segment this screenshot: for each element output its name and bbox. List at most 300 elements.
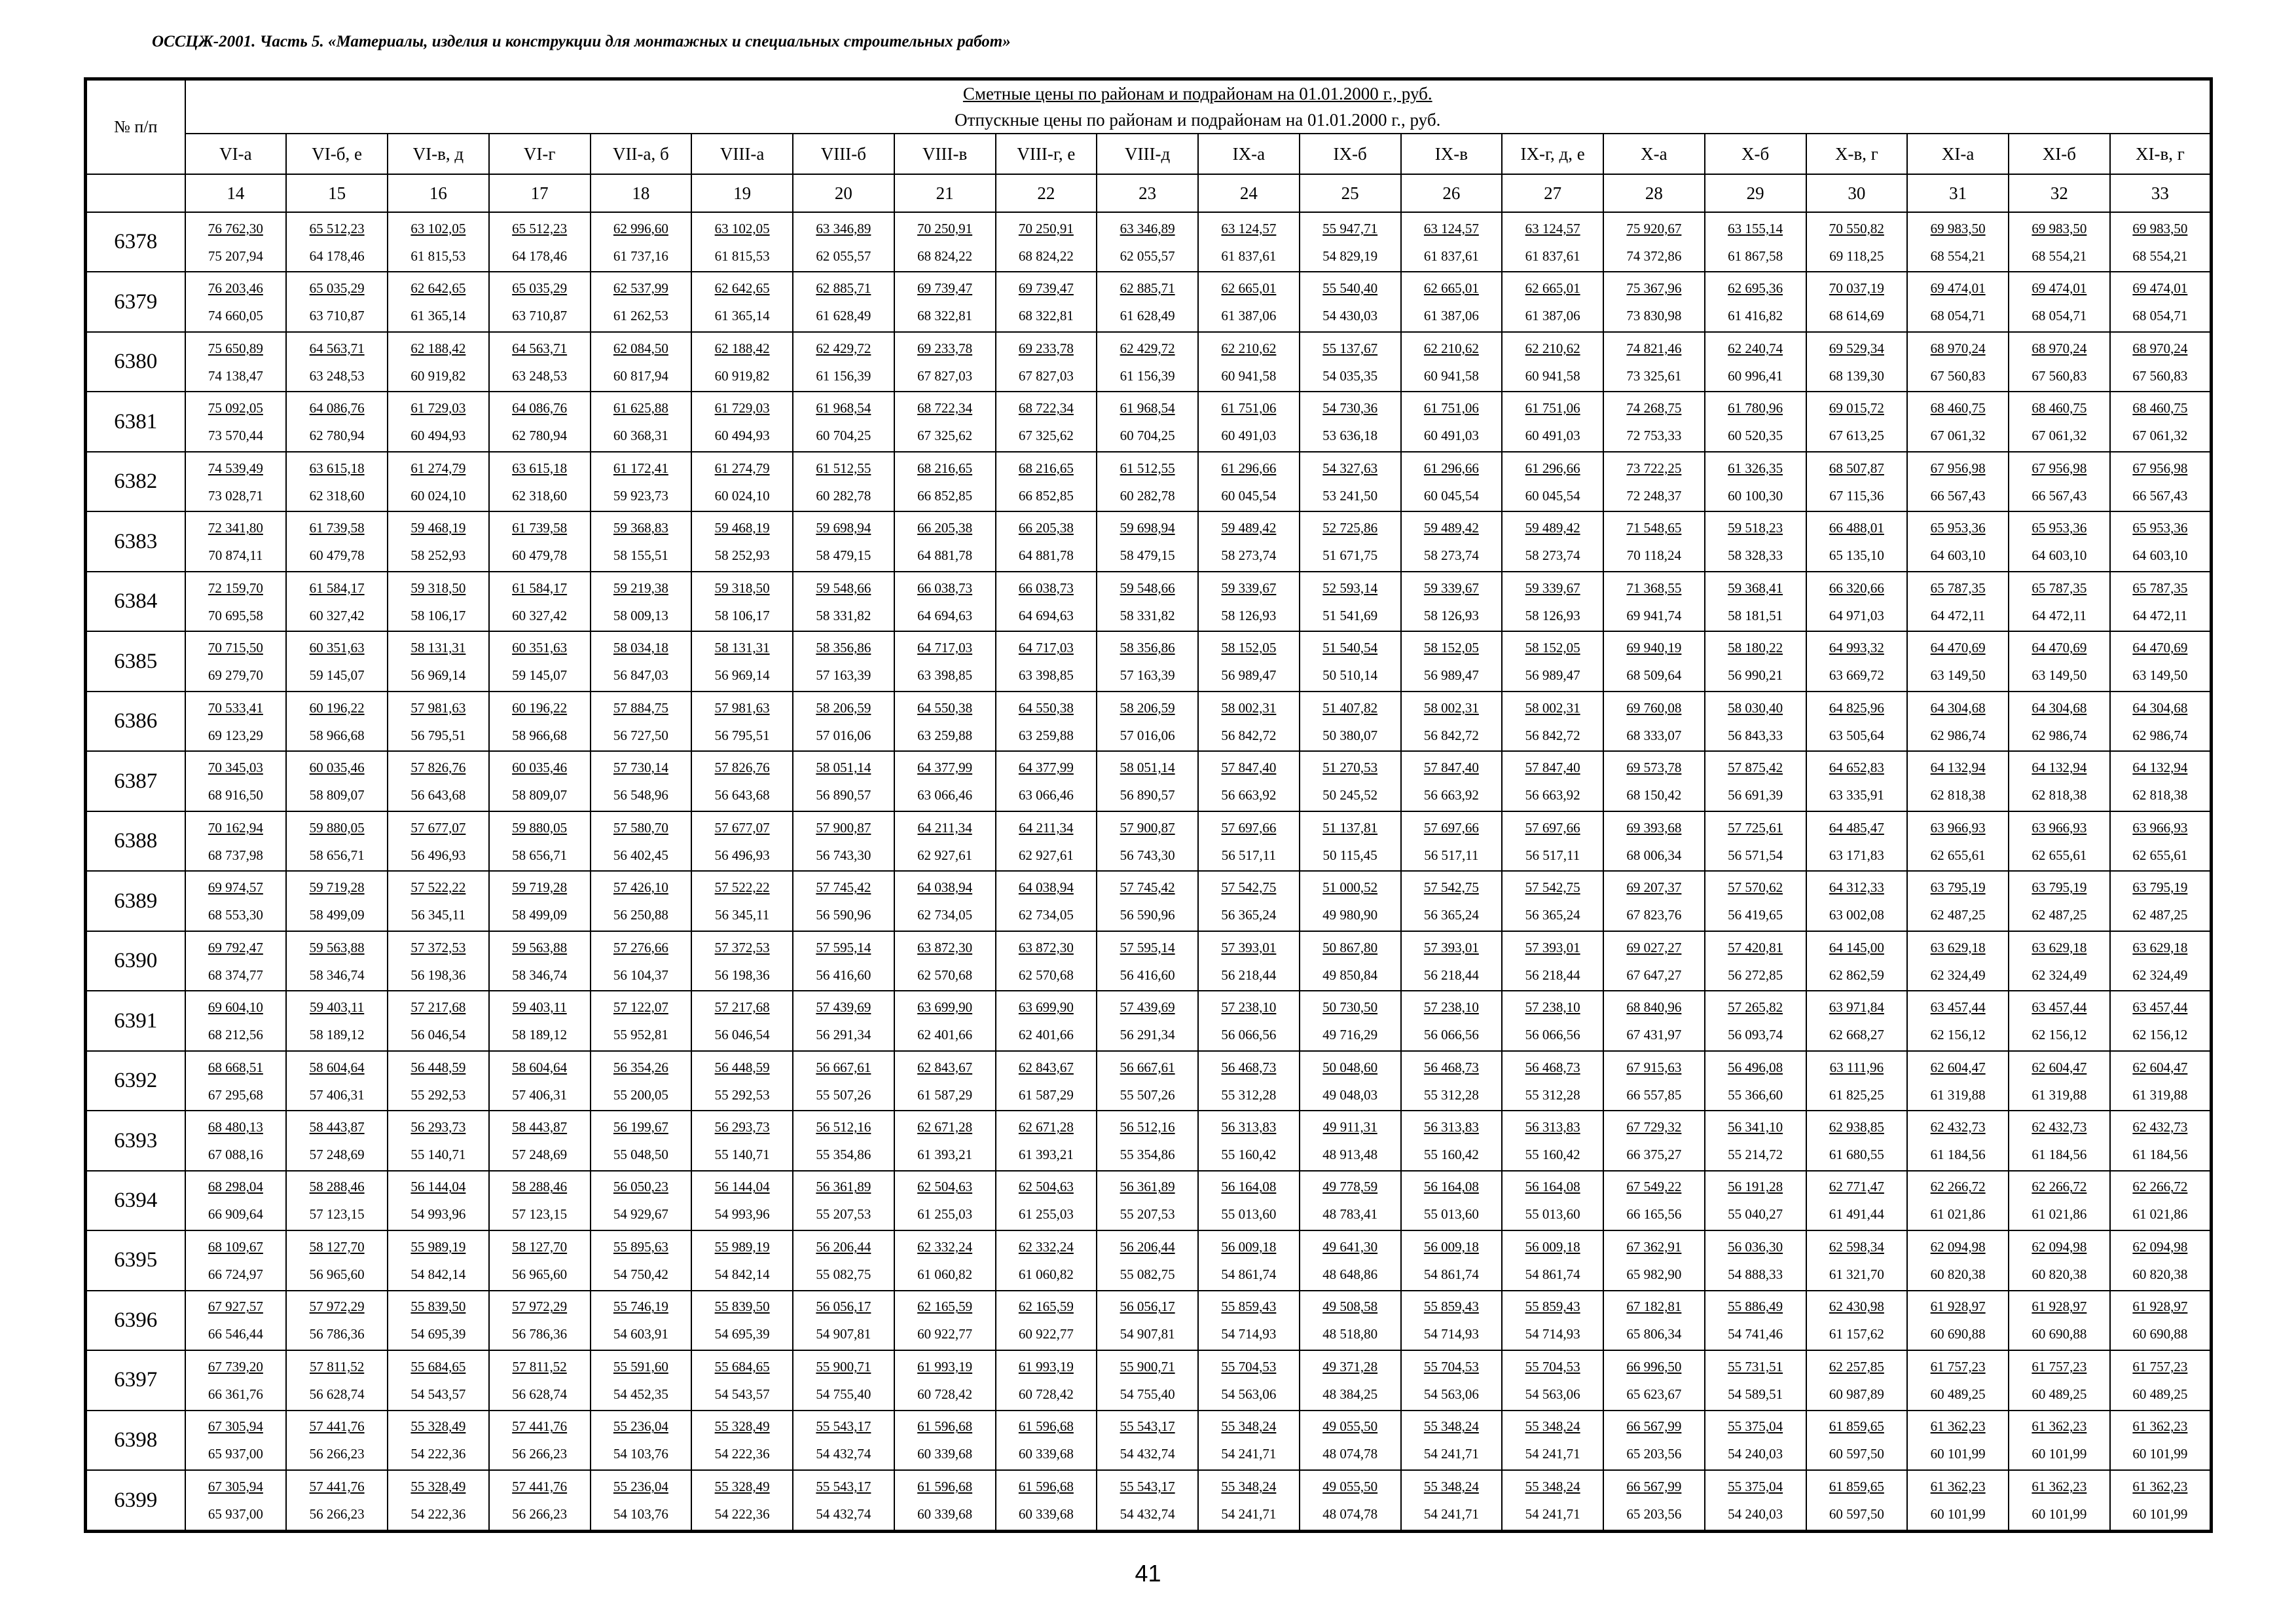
release-price: 61 156,39 xyxy=(816,367,871,384)
price-cell xyxy=(894,1051,996,1111)
release-price: 48 074,78 xyxy=(1322,1446,1378,1462)
release-price: 60 491,03 xyxy=(1423,428,1479,444)
price-cell xyxy=(1097,692,1198,751)
release-price: 58 181,51 xyxy=(1728,607,1783,623)
price-cell xyxy=(691,1111,793,1170)
price-cell xyxy=(1097,871,1198,931)
estimate-price: 68 722,34 xyxy=(917,400,973,416)
price-cell xyxy=(1198,1470,1300,1531)
price-cell xyxy=(996,1111,1097,1170)
region-header: VI-б, е xyxy=(286,134,388,174)
estimate-price: 50 048,60 xyxy=(1322,1059,1378,1075)
release-price: 54 695,39 xyxy=(410,1326,466,1342)
price-cell xyxy=(1300,1111,1401,1170)
price-cell xyxy=(1300,931,1401,991)
price-cell xyxy=(185,572,287,631)
estimate-price: 57 811,52 xyxy=(512,1358,567,1375)
estimate-price: 70 250,91 xyxy=(917,220,973,236)
price-cell xyxy=(2009,452,2110,511)
estimate-price: 58 127,70 xyxy=(309,1238,365,1255)
price-cell xyxy=(691,692,793,751)
region-header: VIII-г, е xyxy=(996,134,1097,174)
release-price: 60 101,99 xyxy=(2132,1446,2188,1462)
release-price: 56 416,60 xyxy=(1120,967,1175,983)
release-price: 61 365,14 xyxy=(714,308,770,324)
price-cell xyxy=(996,511,1097,571)
estimate-price: 59 563,88 xyxy=(309,939,365,955)
price-cell xyxy=(691,1350,793,1410)
estimate-price: 63 966,93 xyxy=(2132,819,2188,836)
estimate-price: 66 038,73 xyxy=(1018,580,1074,596)
price-cell xyxy=(793,692,894,751)
price-cell xyxy=(1603,1230,1705,1290)
release-price: 66 546,44 xyxy=(208,1326,263,1342)
release-price: 62 818,38 xyxy=(1930,787,1986,803)
price-cell xyxy=(2110,511,2212,571)
release-price: 73 325,61 xyxy=(1626,367,1682,384)
price-cell xyxy=(388,452,489,511)
release-price: 58 328,33 xyxy=(1728,547,1783,564)
estimate-price: 60 196,22 xyxy=(309,699,365,716)
price-cell xyxy=(996,452,1097,511)
release-price: 54 563,06 xyxy=(1423,1386,1479,1402)
release-price: 56 416,60 xyxy=(816,967,871,983)
release-price: 55 354,86 xyxy=(816,1147,871,1162)
price-cell xyxy=(1198,692,1300,751)
estimate-price: 55 236,04 xyxy=(613,1418,668,1435)
release-price: 50 380,07 xyxy=(1322,727,1378,743)
price-cell xyxy=(286,212,388,272)
release-price: 65 135,10 xyxy=(1829,547,1884,564)
price-cell xyxy=(185,871,287,931)
price-cell xyxy=(489,931,591,991)
estimate-price: 62 665,01 xyxy=(1221,280,1277,297)
release-price: 56 402,45 xyxy=(613,847,668,863)
price-cell xyxy=(1097,1291,1198,1350)
estimate-price: 56 468,73 xyxy=(1525,1059,1580,1075)
release-price: 54 563,06 xyxy=(1221,1386,1277,1402)
estimate-price: 55 543,17 xyxy=(816,1479,871,1495)
estimate-price: 56 144,04 xyxy=(714,1179,770,1195)
price-cell xyxy=(388,1111,489,1170)
price-cell xyxy=(1907,1111,2009,1170)
price-cell xyxy=(1300,1171,1401,1230)
price-cell xyxy=(2110,452,2212,511)
estimate-price: 55 731,51 xyxy=(1728,1358,1783,1375)
price-cell xyxy=(691,572,793,631)
price-cell xyxy=(894,272,996,331)
release-price: 54 543,57 xyxy=(410,1386,466,1402)
estimate-price: 59 468,19 xyxy=(410,520,466,536)
estimate-price: 61 757,23 xyxy=(2032,1358,2087,1375)
price-cell xyxy=(996,751,1097,811)
price-cell xyxy=(489,272,591,331)
release-price: 62 156,12 xyxy=(1930,1027,1986,1043)
estimate-price: 72 341,80 xyxy=(208,520,263,536)
price-cell xyxy=(1198,1350,1300,1410)
estimate-price: 74 268,75 xyxy=(1626,400,1682,416)
release-price: 58 106,17 xyxy=(714,607,770,623)
estimate-price: 55 859,43 xyxy=(1525,1299,1580,1315)
release-price: 56 291,34 xyxy=(816,1027,871,1043)
release-price: 58 273,74 xyxy=(1221,547,1277,564)
estimate-price: 56 313,83 xyxy=(1221,1119,1277,1135)
row-number: 6387 xyxy=(86,751,185,811)
estimate-price: 56 667,61 xyxy=(816,1059,871,1075)
release-price: 61 837,61 xyxy=(1423,248,1479,264)
estimate-price: 75 920,67 xyxy=(1626,220,1682,236)
release-price: 60 489,25 xyxy=(1930,1386,1986,1402)
estimate-price: 70 250,91 xyxy=(1018,220,1074,236)
price-cell xyxy=(1603,811,1705,871)
release-price: 56 066,56 xyxy=(1423,1027,1479,1043)
price-cell xyxy=(1603,392,1705,451)
estimate-price: 62 665,01 xyxy=(1423,280,1479,297)
price-cell xyxy=(2110,1111,2212,1170)
price-cell xyxy=(1198,332,1300,392)
release-price: 63 248,53 xyxy=(309,367,365,384)
estimate-price: 64 717,03 xyxy=(1018,640,1074,656)
estimate-price: 66 205,38 xyxy=(917,520,973,536)
price-cell xyxy=(894,811,996,871)
release-price: 55 048,50 xyxy=(613,1147,668,1162)
release-price: 55 366,60 xyxy=(1728,1086,1783,1103)
estimate-price: 55 348,24 xyxy=(1423,1418,1479,1435)
estimate-price: 58 131,31 xyxy=(714,640,770,656)
release-price: 62 324,49 xyxy=(2032,967,2087,983)
estimate-price: 56 313,83 xyxy=(1423,1119,1479,1135)
estimate-price: 57 420,81 xyxy=(1728,939,1783,955)
estimate-price: 57 276,66 xyxy=(613,939,668,955)
column-number: 33 xyxy=(2110,174,2212,212)
release-price: 63 066,46 xyxy=(917,787,973,803)
release-price: 56 628,74 xyxy=(309,1386,365,1402)
estimate-price: 62 332,24 xyxy=(1018,1238,1074,1255)
price-cell xyxy=(489,452,591,511)
estimate-price: 69 474,01 xyxy=(2032,280,2087,297)
estimate-price: 57 393,01 xyxy=(1221,939,1277,955)
release-price: 60 101,99 xyxy=(2032,1446,2087,1462)
price-cell xyxy=(1502,631,1603,691)
price-cell xyxy=(2110,991,2212,1050)
price-cell xyxy=(185,511,287,571)
estimate-price: 64 825,96 xyxy=(1829,699,1884,716)
release-price: 48 648,86 xyxy=(1322,1266,1378,1282)
price-cell xyxy=(591,1111,692,1170)
price-cell xyxy=(1097,751,1198,811)
release-price: 68 054,71 xyxy=(2032,308,2087,324)
release-price: 62 927,61 xyxy=(1018,847,1074,863)
estimate-price: 58 206,59 xyxy=(816,699,871,716)
release-price: 61 184,56 xyxy=(2032,1147,2087,1162)
price-cell xyxy=(388,1411,489,1470)
price-cell xyxy=(1198,871,1300,931)
price-cell xyxy=(1705,511,1806,571)
estimate-price: 56 164,08 xyxy=(1221,1179,1277,1195)
estimate-price: 59 548,66 xyxy=(816,580,871,596)
price-cell xyxy=(1603,572,1705,631)
release-price: 55 082,75 xyxy=(1120,1266,1175,1282)
release-price: 68 824,22 xyxy=(917,248,973,264)
price-cell xyxy=(691,332,793,392)
estimate-price: 61 968,54 xyxy=(1120,400,1175,416)
estimate-price: 63 155,14 xyxy=(1728,220,1783,236)
row-number: 6390 xyxy=(86,931,185,991)
price-cell xyxy=(793,1350,894,1410)
estimate-price: 60 035,46 xyxy=(512,760,568,776)
price-cell xyxy=(185,631,287,691)
release-price: 55 160,42 xyxy=(1525,1147,1580,1162)
estimate-price: 64 470,69 xyxy=(2132,640,2188,656)
estimate-price: 55 684,65 xyxy=(714,1358,770,1375)
estimate-price: 69 604,10 xyxy=(208,999,263,1016)
release-price: 63 066,46 xyxy=(1018,787,1074,803)
release-price: 58 479,15 xyxy=(1120,547,1175,564)
release-price: 68 509,64 xyxy=(1626,667,1682,684)
estimate-price: 69 739,47 xyxy=(917,280,973,297)
price-cell xyxy=(793,511,894,571)
release-price: 67 325,62 xyxy=(1018,428,1074,444)
release-price: 66 909,64 xyxy=(208,1206,263,1223)
release-price: 63 710,87 xyxy=(309,308,365,324)
price-cell xyxy=(185,1350,287,1410)
release-price: 62 487,25 xyxy=(2032,907,2087,923)
price-cell xyxy=(2110,1470,2212,1531)
estimate-price: 59 698,94 xyxy=(1120,520,1175,536)
price-cell xyxy=(1806,272,1908,331)
price-cell xyxy=(2009,1111,2110,1170)
row-number: 6386 xyxy=(86,692,185,751)
table-header xyxy=(86,79,2212,213)
price-cell xyxy=(1300,511,1401,571)
release-price: 66 724,97 xyxy=(208,1266,263,1282)
release-price: 67 560,83 xyxy=(2132,367,2188,384)
price-cell xyxy=(1300,871,1401,931)
price-cell xyxy=(1198,1291,1300,1350)
price-cell xyxy=(388,1350,489,1410)
estimate-price: 67 729,32 xyxy=(1626,1119,1682,1135)
release-price: 56 104,37 xyxy=(613,967,668,983)
release-price: 56 198,36 xyxy=(714,967,770,983)
release-price: 68 333,07 xyxy=(1626,727,1682,743)
estimate-price: 64 211,34 xyxy=(1019,819,1074,836)
release-price: 64 472,11 xyxy=(2132,607,2187,623)
price-cell xyxy=(691,631,793,691)
price-cell xyxy=(1097,572,1198,631)
price-cell xyxy=(1401,511,1503,571)
price-cell xyxy=(1300,572,1401,631)
price-cell xyxy=(1300,272,1401,331)
price-cell xyxy=(691,1411,793,1470)
release-price: 61 387,06 xyxy=(1525,308,1580,324)
price-cell xyxy=(1097,991,1198,1050)
price-cell xyxy=(1806,751,1908,811)
estimate-price: 57 981,63 xyxy=(714,699,770,716)
estimate-price: 62 165,59 xyxy=(1018,1299,1074,1315)
release-price: 59 145,07 xyxy=(512,667,568,684)
price-cell xyxy=(489,1230,591,1290)
price-cell xyxy=(1806,871,1908,931)
estimate-price: 61 859,65 xyxy=(1829,1479,1884,1495)
price-cell xyxy=(1502,871,1603,931)
price-cell xyxy=(1806,991,1908,1050)
estimate-price: 68 460,75 xyxy=(1930,400,1986,416)
release-price: 56 266,23 xyxy=(309,1506,365,1522)
price-cell xyxy=(793,931,894,991)
release-price: 64 178,46 xyxy=(512,248,568,264)
region-header: XI-б xyxy=(2009,134,2110,174)
release-price: 62 780,94 xyxy=(309,428,365,444)
price-cell xyxy=(996,811,1097,871)
price-cell xyxy=(1198,751,1300,811)
estimate-price: 56 496,08 xyxy=(1728,1059,1783,1075)
release-price: 60 101,99 xyxy=(1930,1506,1986,1522)
release-price: 56 989,47 xyxy=(1525,667,1580,684)
release-price: 54 993,96 xyxy=(410,1206,466,1223)
release-price: 67 061,32 xyxy=(1930,428,1986,444)
estimate-price: 55 348,24 xyxy=(1525,1418,1580,1435)
release-price: 62 401,66 xyxy=(917,1027,973,1043)
row-number: 6389 xyxy=(86,871,185,931)
estimate-price: 56 191,28 xyxy=(1728,1179,1783,1195)
region-header: VIII-б xyxy=(793,134,894,174)
price-cell xyxy=(1502,1291,1603,1350)
price-cell xyxy=(996,631,1097,691)
release-price: 55 292,53 xyxy=(410,1086,466,1103)
estimate-price: 63 795,19 xyxy=(2132,879,2188,896)
estimate-price: 61 584,17 xyxy=(309,580,365,596)
release-price: 55 013,60 xyxy=(1525,1206,1580,1223)
price-cell xyxy=(894,871,996,931)
price-cell xyxy=(2110,1350,2212,1410)
price-cell xyxy=(185,272,287,331)
estimate-price: 57 677,07 xyxy=(410,819,466,836)
estimate-price: 58 127,70 xyxy=(512,1238,568,1255)
estimate-price: 55 543,17 xyxy=(816,1418,871,1435)
release-price: 61 628,49 xyxy=(1120,308,1175,324)
estimate-price: 59 719,28 xyxy=(309,879,365,896)
estimate-price: 72 159,70 xyxy=(208,580,263,596)
price-cell xyxy=(1806,452,1908,511)
release-price: 60 922,77 xyxy=(1018,1326,1074,1342)
release-price: 60 024,10 xyxy=(410,487,466,504)
row-number: 6396 xyxy=(86,1291,185,1350)
price-cell xyxy=(1603,1111,1705,1170)
estimate-price: 64 211,34 xyxy=(917,819,972,836)
estimate-price: 62 604,47 xyxy=(1930,1059,1986,1075)
release-price: 66 852,85 xyxy=(1018,487,1074,504)
release-price: 61 156,39 xyxy=(1120,367,1175,384)
estimate-price: 56 009,18 xyxy=(1525,1238,1580,1255)
release-price: 60 489,25 xyxy=(2032,1386,2087,1402)
release-price: 58 346,74 xyxy=(309,967,365,983)
price-cell xyxy=(591,452,692,511)
estimate-price: 66 996,50 xyxy=(1626,1358,1682,1375)
estimate-price: 55 591,60 xyxy=(613,1358,668,1375)
price-cell xyxy=(388,572,489,631)
price-cell xyxy=(2110,1051,2212,1111)
release-price: 56 743,30 xyxy=(1120,847,1175,863)
price-cell xyxy=(1907,1051,2009,1111)
price-cell xyxy=(185,452,287,511)
release-price: 58 346,74 xyxy=(512,967,568,983)
release-price: 67 827,03 xyxy=(917,367,973,384)
estimate-price: 61 751,06 xyxy=(1221,400,1277,416)
estimate-price: 57 542,75 xyxy=(1221,879,1277,896)
estimate-price: 62 695,36 xyxy=(1728,280,1783,297)
price-cell xyxy=(1198,1051,1300,1111)
estimate-price: 59 219,38 xyxy=(613,580,668,596)
price-cell xyxy=(591,1291,692,1350)
price-cell xyxy=(1502,511,1603,571)
table-row xyxy=(86,392,2212,451)
release-price: 54 563,06 xyxy=(1525,1386,1580,1402)
estimate-price: 61 729,03 xyxy=(410,400,466,416)
release-price: 58 009,13 xyxy=(613,607,668,623)
column-number: 25 xyxy=(1300,174,1401,212)
release-price: 65 623,67 xyxy=(1626,1386,1682,1402)
price-cell xyxy=(1907,1230,2009,1290)
release-price: 56 365,24 xyxy=(1525,907,1580,923)
column-number-blank xyxy=(86,174,185,212)
estimate-price: 69 940,19 xyxy=(1626,640,1682,656)
table-row xyxy=(86,1291,2212,1350)
price-cell xyxy=(1300,452,1401,511)
price-cell xyxy=(1097,1350,1198,1410)
release-price: 57 016,06 xyxy=(1120,727,1175,743)
release-price: 57 248,69 xyxy=(309,1147,365,1162)
release-price: 61 255,03 xyxy=(917,1206,973,1223)
estimate-price: 64 563,71 xyxy=(309,340,365,356)
price-cell xyxy=(1907,332,2009,392)
release-price: 56 890,57 xyxy=(1120,787,1175,803)
price-cell xyxy=(691,392,793,451)
price-cell xyxy=(489,751,591,811)
release-price: 60 491,03 xyxy=(1221,428,1277,444)
price-cell xyxy=(2009,751,2110,811)
release-price: 56 345,11 xyxy=(410,907,465,923)
price-cell xyxy=(691,272,793,331)
price-cell xyxy=(1502,332,1603,392)
price-cell xyxy=(1705,631,1806,691)
estimate-price: 57 265,82 xyxy=(1728,999,1783,1016)
table-row xyxy=(86,751,2212,811)
estimate-price: 63 111,96 xyxy=(1829,1059,1884,1075)
release-price: 54 432,74 xyxy=(816,1506,871,1522)
estimate-price: 58 002,31 xyxy=(1525,699,1580,716)
estimate-price: 55 900,71 xyxy=(816,1358,871,1375)
price-cell xyxy=(1300,991,1401,1050)
estimate-price: 57 372,53 xyxy=(410,939,466,955)
estimate-price: 68 722,34 xyxy=(1018,400,1074,416)
estimate-price: 57 522,22 xyxy=(410,879,466,896)
estimate-price: 59 403,11 xyxy=(310,999,365,1016)
release-price: 54 603,91 xyxy=(613,1326,668,1342)
release-price: 60 368,31 xyxy=(613,428,668,444)
release-price: 61 815,53 xyxy=(410,248,466,264)
price-cell xyxy=(185,751,287,811)
estimate-price: 56 206,44 xyxy=(816,1238,871,1255)
release-price: 58 331,82 xyxy=(816,607,871,623)
estimate-price: 61 993,19 xyxy=(917,1358,973,1375)
price-cell xyxy=(1502,392,1603,451)
region-header: VI-в, д xyxy=(388,134,489,174)
release-price: 48 783,41 xyxy=(1322,1206,1378,1223)
estimate-price: 67 739,20 xyxy=(208,1358,263,1375)
estimate-price: 64 563,71 xyxy=(512,340,568,356)
estimate-price: 68 216,65 xyxy=(1018,460,1074,476)
price-cell xyxy=(894,631,996,691)
